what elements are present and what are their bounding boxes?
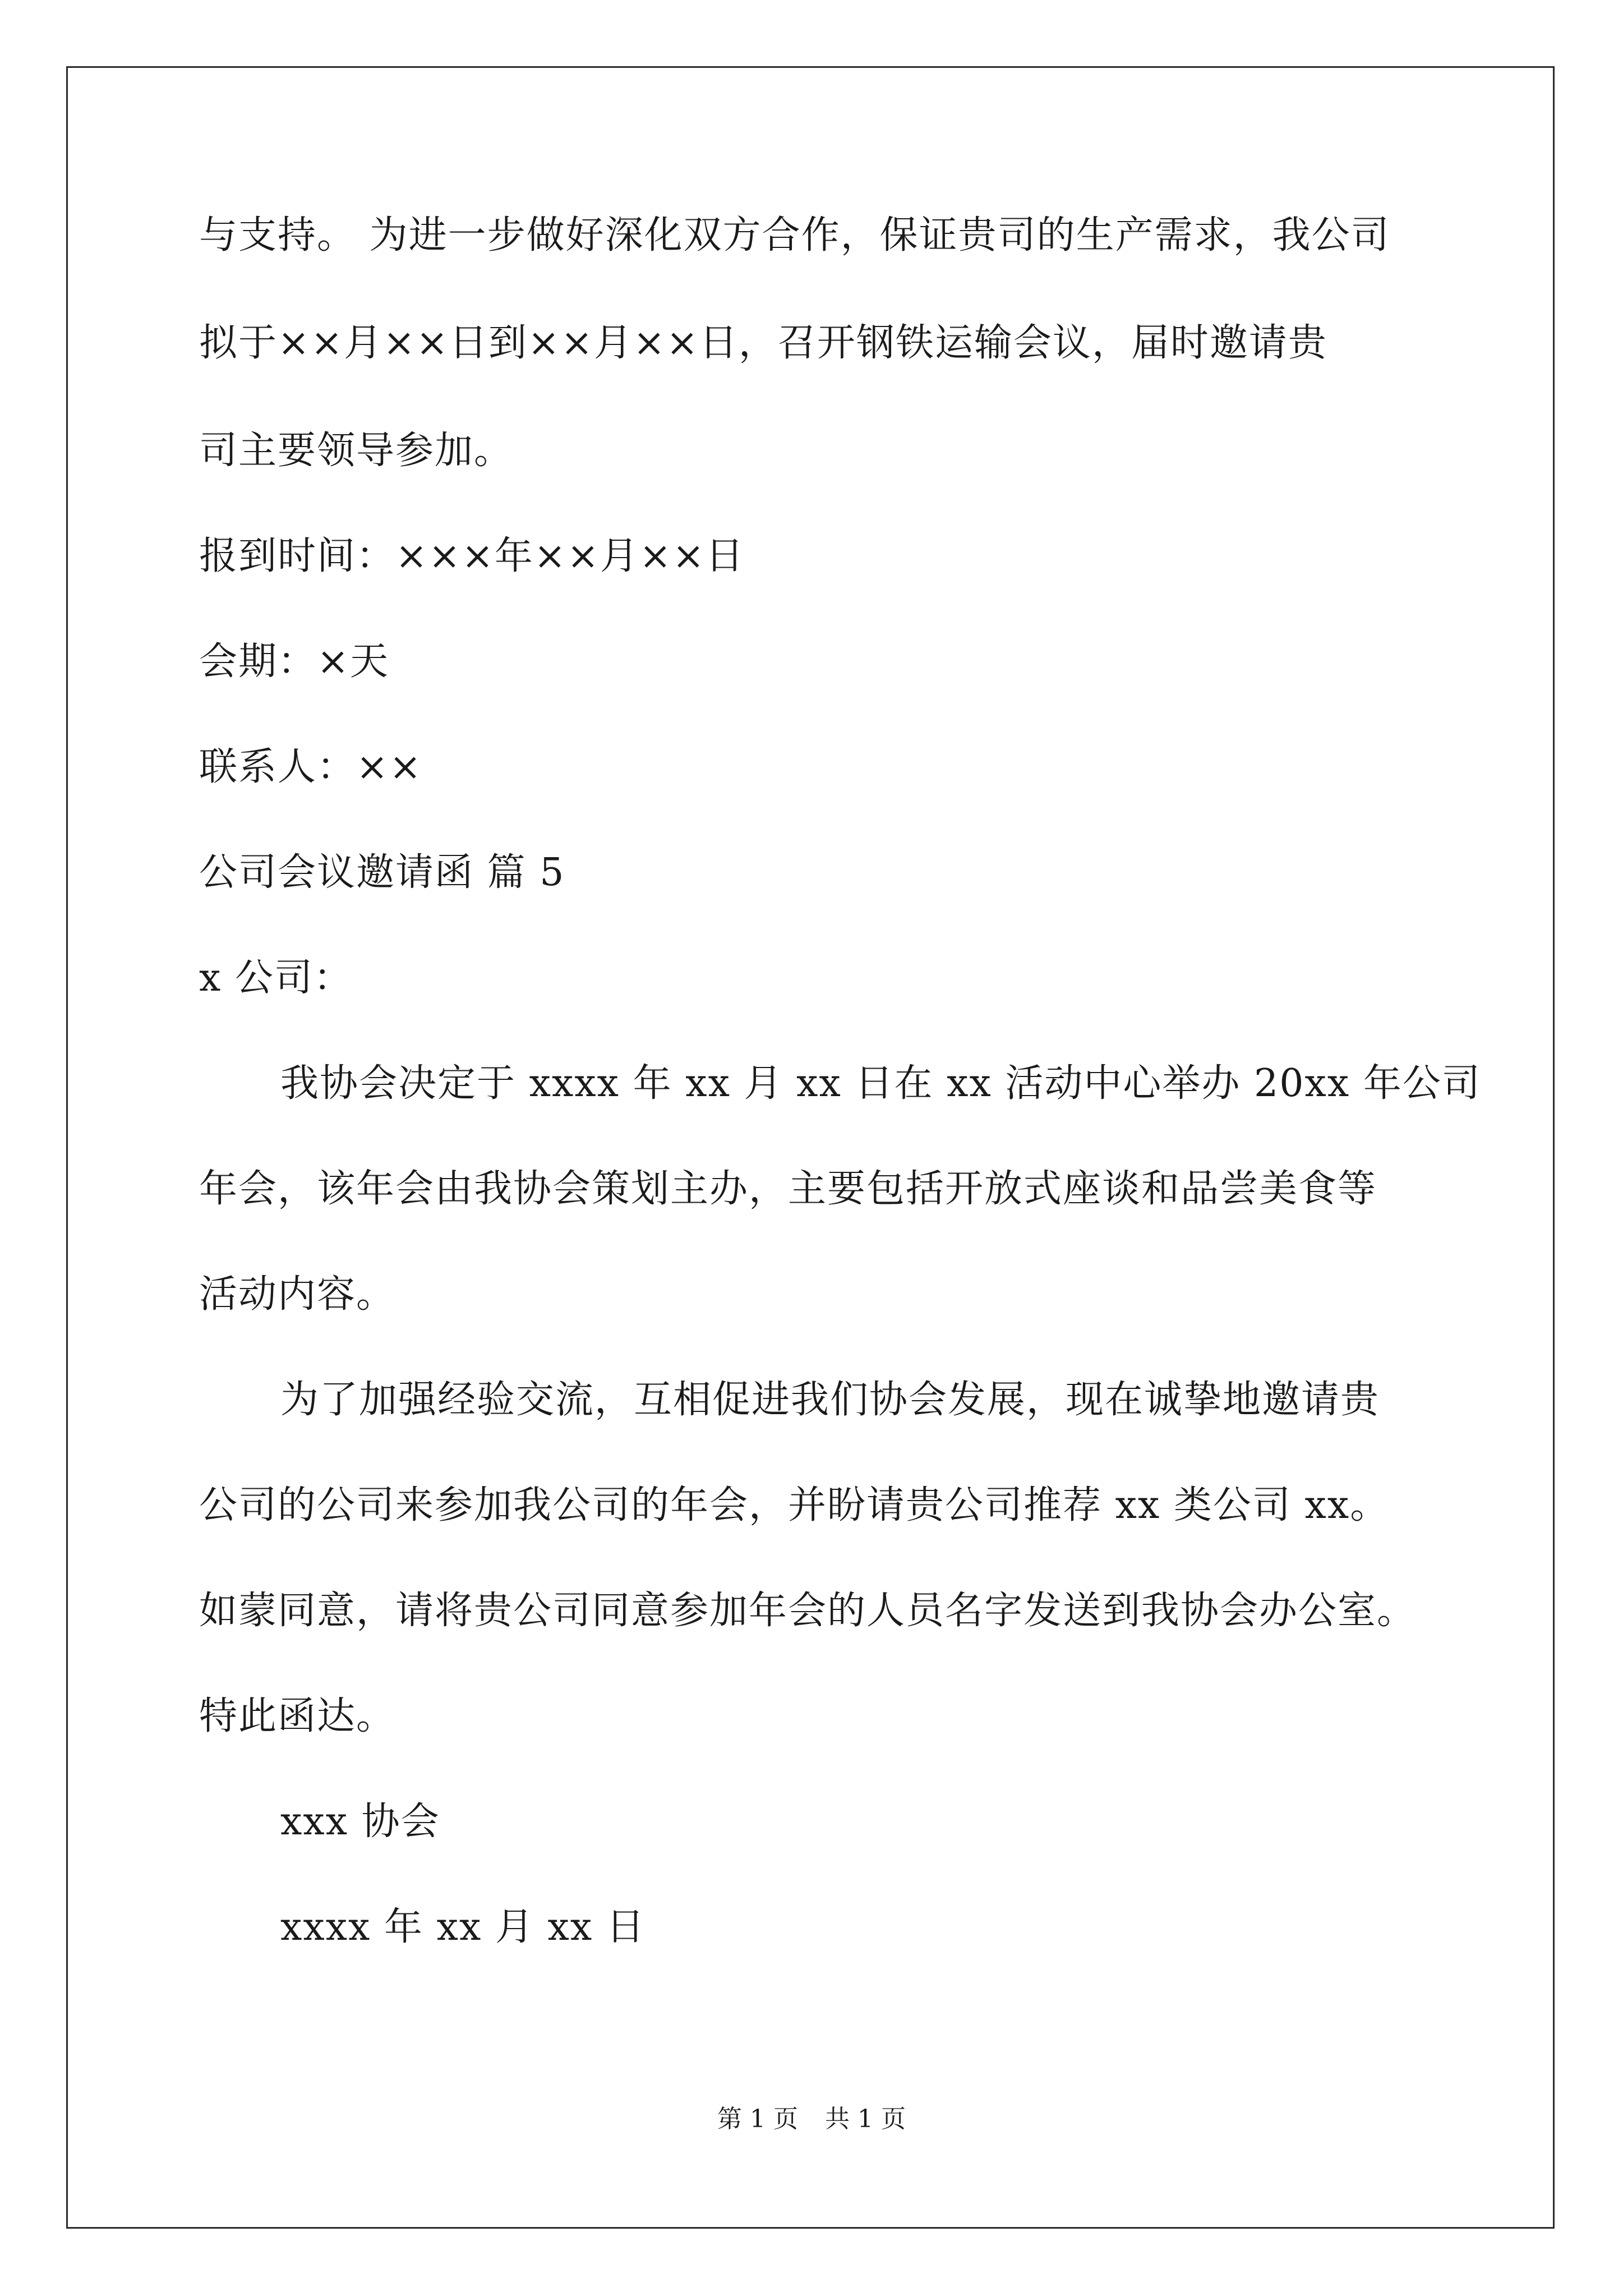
text-line: 为了加强经验交流，互相促进我们协会发展，现在诚挚地邀请贵 bbox=[280, 1378, 1380, 1422]
signature-org: xxx 协会 bbox=[280, 1800, 440, 1844]
text-line: 会期：×天 bbox=[199, 639, 389, 684]
text-line: 年会，该年会由我协会策划主办，主要包括开放式座谈和品尝美食等 bbox=[199, 1167, 1377, 1211]
closing-line: 特此函达。 bbox=[199, 1694, 396, 1738]
text-line: 如蒙同意，请将贵公司同意参加年会的人员名字发送到我协会办公室。 bbox=[199, 1589, 1417, 1633]
signature-date: xxxx 年 xx 月 xx 日 bbox=[280, 1905, 645, 1949]
text-line: 报到时间：×××年××月××日 bbox=[199, 534, 745, 578]
page-number: 第 1 页 bbox=[717, 2105, 798, 2133]
salutation: x 公司： bbox=[199, 956, 353, 1000]
section-heading: 公司会议邀请函 篇 5 bbox=[199, 850, 565, 895]
text-line: 拟于××月××日到××月××日，召开钢铁运输会议，届时邀请贵 bbox=[199, 321, 1327, 365]
text-line: 公司的公司来参加我公司的年会，并盼请贵公司推荐 xx 类公司 xx。 bbox=[199, 1483, 1390, 1527]
text-line: 司主要领导参加。 bbox=[199, 429, 514, 473]
text-line: 与支持。 为进一步做好深化双方合作，保证贵司的生产需求，我公司 bbox=[199, 213, 1390, 257]
text-line: 我协会决定于 xxxx 年 xx 月 xx 日在 xx 活动中心举办 20xx 年公司 bbox=[280, 1061, 1481, 1106]
page-footer bbox=[0, 2102, 1623, 2136]
page-count: 共 1 页 bbox=[825, 2105, 906, 2133]
text-line: 联系人：×× bbox=[199, 745, 422, 789]
text-line: 活动内容。 bbox=[199, 1272, 396, 1317]
